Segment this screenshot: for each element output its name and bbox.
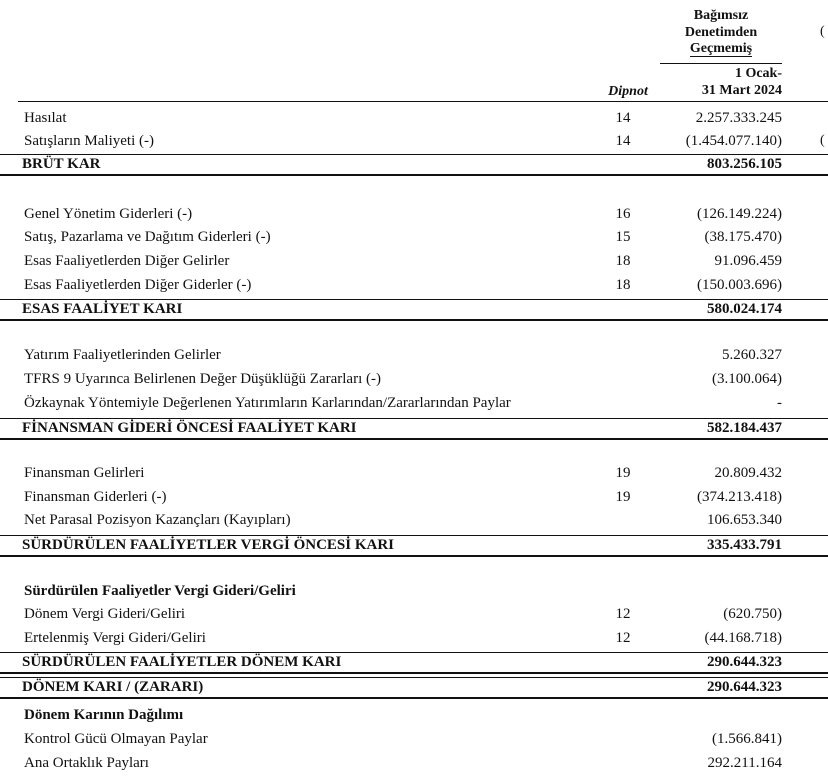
header-separator xyxy=(18,101,828,102)
cropped-column-glyph: ( xyxy=(820,133,825,148)
row-value: (374.213.418) xyxy=(697,489,782,505)
total-row xyxy=(0,652,828,674)
statement-row xyxy=(0,131,828,153)
statement-row xyxy=(0,604,828,626)
statement-row xyxy=(0,345,828,367)
row-value: (3.100.064) xyxy=(712,371,782,387)
total-row xyxy=(0,677,828,699)
row-value: 290.644.323 xyxy=(707,679,782,695)
row-value: 580.024.174 xyxy=(707,301,782,317)
row-note: 14 xyxy=(615,133,631,149)
column-title-line: Denetimden xyxy=(684,24,758,40)
row-label: SÜRDÜRÜLEN FAALİYETLER DÖNEM KARI xyxy=(22,654,342,670)
row-label: Esas Faaliyetlerden Diğer Giderler (-) xyxy=(24,277,252,293)
row-note: 12 xyxy=(615,606,631,622)
row-value: 20.809.432 xyxy=(714,465,782,481)
statement-row xyxy=(0,369,828,391)
row-label: Özkaynak Yöntemiyle Değerlenen Yatırımların Karlarından/Zararlarından Paylar xyxy=(24,395,511,411)
statement-row xyxy=(0,463,828,485)
row-value: (1.454.077.140) xyxy=(685,133,782,149)
row-note: 12 xyxy=(615,630,631,646)
statement-row xyxy=(0,753,828,775)
row-value: 335.433.791 xyxy=(707,537,782,553)
total-row xyxy=(0,154,828,176)
row-note: 19 xyxy=(615,489,631,505)
section-heading xyxy=(0,581,828,603)
row-label: Ertelenmiş Vergi Gideri/Geliri xyxy=(24,630,206,646)
row-label: Dönem Vergi Gideri/Geliri xyxy=(24,606,186,622)
column-title-line: Geçmemiş xyxy=(689,41,753,56)
statement-row xyxy=(0,227,828,249)
row-label: ESAS FAALİYET KARI xyxy=(22,301,183,317)
row-label: Genel Yönetim Giderleri (-) xyxy=(24,206,193,222)
row-label: Kontrol Gücü Olmayan Paylar xyxy=(24,731,208,747)
column-header-rule xyxy=(660,63,782,64)
row-note: 18 xyxy=(615,277,631,293)
row-value: 91.096.459 xyxy=(714,253,782,269)
row-value: - xyxy=(777,395,782,411)
row-value: 5.260.327 xyxy=(722,347,782,363)
total-row xyxy=(0,535,828,557)
dipnot-header: Dipnot xyxy=(608,84,648,99)
row-label: Net Parasal Pozisyon Kazançları (Kayıpları) xyxy=(24,512,291,528)
row-label: Hasılat xyxy=(24,110,67,126)
row-label: BRÜT KAR xyxy=(22,156,101,172)
statement-row xyxy=(0,393,828,415)
row-note: 18 xyxy=(615,253,631,269)
statement-row xyxy=(0,729,828,751)
row-label: Satışların Maliyeti (-) xyxy=(24,133,154,149)
row-value: (150.003.696) xyxy=(697,277,782,293)
row-label: Finansman Gelirleri xyxy=(24,465,145,481)
row-value: 106.653.340 xyxy=(707,512,782,528)
statement-row xyxy=(0,108,828,130)
period-line: 31 Mart 2024 xyxy=(701,82,782,98)
row-value: (1.566.841) xyxy=(712,731,782,747)
statement-row xyxy=(0,510,828,532)
row-note: 16 xyxy=(615,206,631,222)
section-heading xyxy=(0,705,828,727)
total-row xyxy=(0,299,828,321)
statement-row xyxy=(0,275,828,297)
row-label: Esas Faaliyetlerden Diğer Gelirler xyxy=(24,253,230,269)
row-note: 15 xyxy=(615,229,631,245)
row-value: 2.257.333.245 xyxy=(695,110,782,126)
row-label: Finansman Giderleri (-) xyxy=(24,489,167,505)
row-value: (620.750) xyxy=(723,606,782,622)
row-value: (38.175.470) xyxy=(704,229,782,245)
column-header xyxy=(660,8,782,58)
period-line: 1 Ocak- xyxy=(734,66,782,81)
statement-row xyxy=(0,251,828,273)
row-label: Sürdürülen Faaliyetler Vergi Gideri/Geliri xyxy=(24,583,296,599)
row-value: (126.149.224) xyxy=(697,206,782,222)
row-note: 14 xyxy=(615,110,631,126)
statement-row xyxy=(0,487,828,509)
row-label: TFRS 9 Uyarınca Belirlenen Değer Düşüklüğü Zararları (-) xyxy=(24,371,381,387)
cropped-column-glyph: ( xyxy=(820,24,825,39)
row-label: Ana Ortaklık Payları xyxy=(24,755,149,771)
statement-row xyxy=(0,628,828,650)
column-title-line: Bağımsız xyxy=(693,8,749,23)
row-value: 803.256.105 xyxy=(707,156,782,172)
total-row xyxy=(0,418,828,440)
row-label: Dönem Karının Dağılımı xyxy=(24,707,184,723)
row-label: Yatırım Faaliyetlerinden Gelirler xyxy=(24,347,221,363)
row-note: 19 xyxy=(615,465,631,481)
period-header xyxy=(660,66,782,99)
row-label: SÜRDÜRÜLEN FAALİYETLER VERGİ ÖNCESİ KARI xyxy=(22,537,395,553)
row-value: (44.168.718) xyxy=(704,630,782,646)
statement-row xyxy=(0,204,828,226)
row-value: 582.184.437 xyxy=(707,420,782,436)
row-value: 290.644.323 xyxy=(707,654,782,670)
row-label: Satış, Pazarlama ve Dağıtım Giderleri (-) xyxy=(24,229,271,245)
row-label: FİNANSMAN GİDERİ ÖNCESİ FAALİYET KARI xyxy=(22,420,357,436)
row-label: DÖNEM KARI / (ZARARI) xyxy=(22,679,204,695)
row-value: 292.211.164 xyxy=(707,755,782,771)
